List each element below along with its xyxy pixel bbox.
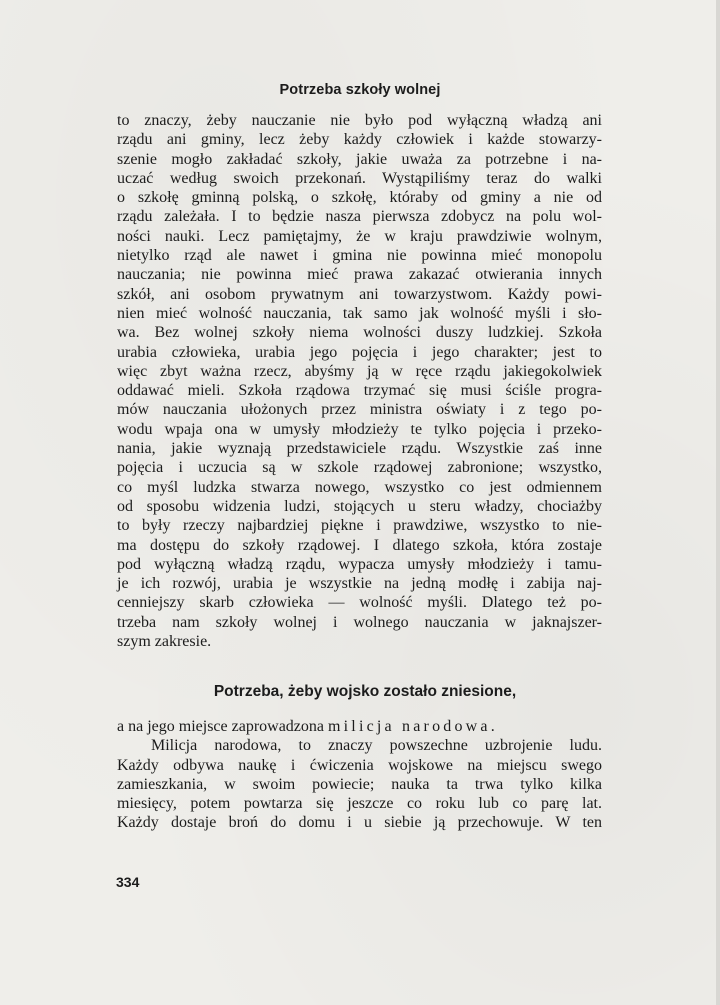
text-line: cenniejszy skarb człowieka — wolność myśli. Dlatego też po- bbox=[117, 594, 602, 612]
text-line: wodu wpaja ona w umysły młodzieży te tylko pojęcia i przeko- bbox=[117, 420, 602, 438]
section-heading: Potrzeba, żeby wojsko zostało zniesione, bbox=[213, 683, 517, 700]
text-line: o szkołę gminną polską, o szkołę, któraby od gminy a nie od bbox=[117, 189, 602, 207]
paragraph-2 bbox=[117, 717, 602, 833]
paragraph-1 bbox=[117, 111, 602, 651]
text-line: nania, jakie wyznają przedstawiciele rządu. Wszystkie zaś inne bbox=[117, 440, 602, 458]
text-line: pojęcia i uczucia są w szkole rządowej zabronione; wszystko, bbox=[117, 459, 602, 477]
text-line: Każdy dostaje broń do domu i u siebie ją przechowuje. W ten bbox=[117, 814, 602, 832]
text-line: rządu zależała. I to będzie nasza pierwsza zdobycz na polu wol- bbox=[117, 208, 602, 226]
text-line: miesięcy, potem powtarza się jeszcze co roku lub co parę lat. bbox=[117, 795, 602, 813]
text-line: to były rzeczy najbardziej piękne i prawdziwe, wszystko to nie- bbox=[117, 517, 602, 535]
page-number: 334 bbox=[116, 874, 140, 890]
text-line: nietylko rząd ale nawet i gmina nie powinna mieć monopolu bbox=[117, 247, 602, 265]
text-line: oddawać mieli. Szkoła rządowa trzymać się musi ściśle progra- bbox=[117, 382, 602, 400]
text-line: Każdy odbywa naukę i ćwiczenia wojskowe na miejscu swego bbox=[117, 756, 602, 774]
text-line: to znaczy, żeby nauczanie nie było pod wyłączną władzą ani bbox=[117, 112, 602, 129]
text-line: rządu ani gminy, lecz żeby każdy człowiek i każde stowarzy- bbox=[117, 131, 602, 149]
text-line: mów nauczania ułożonych przez ministra oświaty i z tego po- bbox=[117, 401, 602, 419]
running-head: Potrzeba szkoły wolnej bbox=[279, 82, 441, 98]
text-line: Milicja narodowa, to znaczy powszechne uzbrojenie ludu. bbox=[151, 737, 602, 755]
text-line: co myśl ludzka stwarza nowego, wszystko co jest odmiennem bbox=[117, 478, 602, 496]
text-line: nauczania; nie powinna mieć prawa zakazać otwierania innych bbox=[117, 266, 602, 284]
text-line: urabia człowieka, urabia jego pojęcia i jego charakter; jest to bbox=[117, 343, 602, 361]
subheading-spaced-term: milicja narodowa bbox=[328, 718, 491, 735]
text-line: szenie mogło zakładać szkoły, jakie uważa za potrzebne i na- bbox=[117, 150, 602, 168]
subheading-text: a na jego miejsce zaprowadzona bbox=[117, 718, 329, 735]
text-line: trzeba nam szkoły wolnej i wolnego nauczania w jaknajszer- bbox=[117, 613, 602, 631]
text-line: ma dostępu do szkoły rządowej. I dlatego szkoła, która zostaje bbox=[117, 536, 602, 554]
text-line: wa. Bez wolnej szkoły niema wolności duszy ludzkiej. Szkoła bbox=[117, 324, 602, 342]
text-line: uczać według swoich przekonań. Wystąpiliśmy teraz do walki bbox=[117, 169, 602, 187]
text-line: od sposobu widzenia ludzi, stojących u steru władzy, chociażby bbox=[117, 497, 602, 515]
text-line: zamieszkania, w swoim powiecie; nauka ta trwa tylko kilka bbox=[117, 775, 602, 793]
text-line: więc zbyt ważna rzecz, abyśmy ją w ręce rządu jakiegokolwiek bbox=[117, 362, 602, 380]
text-line: pod wyłączną władzą rządu, wypacza umysły młodzieży i tamu- bbox=[117, 555, 602, 573]
text-line: ności nauki. Lecz pamiętajmy, że w kraju prawdziwie wolnym, bbox=[117, 227, 602, 245]
page-edge-shadow bbox=[716, 0, 720, 1005]
text-line: szkół, ani osobom prywatnym ani towarzystwom. Każdy powi- bbox=[117, 285, 602, 303]
text-line: nien mieć wolność nauczania, tak samo jak wolność myśli i sło- bbox=[117, 304, 602, 322]
text-line: szym zakresie. bbox=[117, 633, 212, 651]
subheading-end: . bbox=[490, 718, 495, 735]
section-subheading bbox=[117, 717, 602, 736]
text-line: je ich rozwój, urabia je wszystkie na jedną modłę i zabija naj- bbox=[117, 575, 602, 593]
